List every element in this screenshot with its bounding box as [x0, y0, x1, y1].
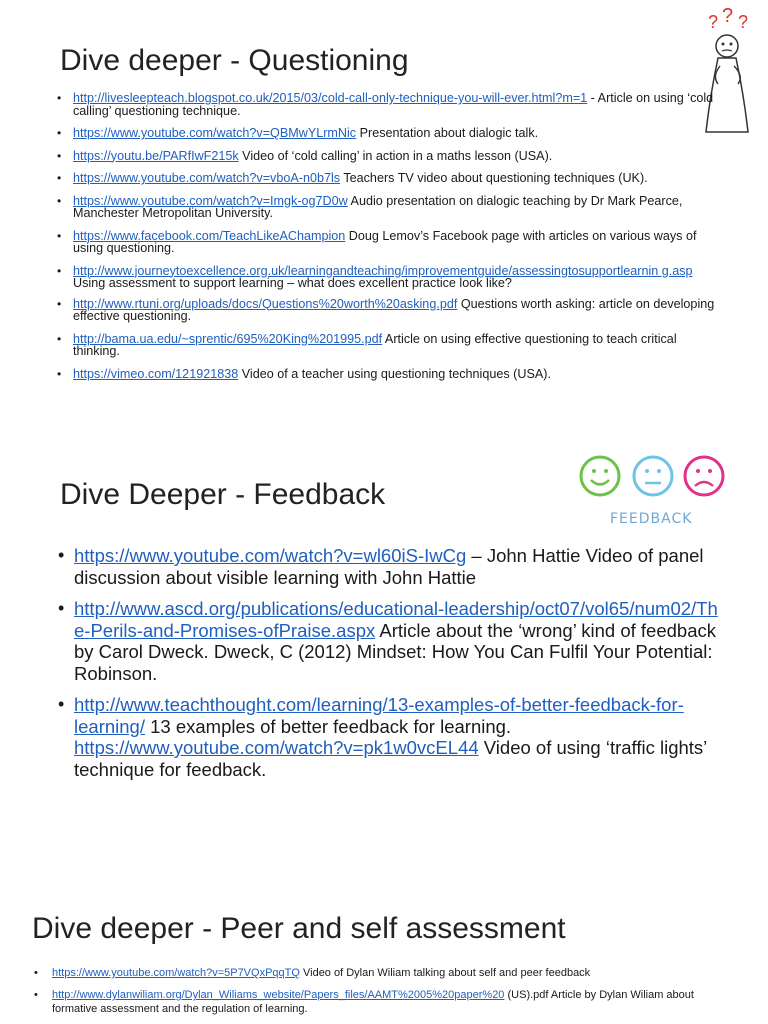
list-item [58, 545, 718, 588]
resource-description: Video of Dylan Wiliam talking about self and peer feedback [299, 967, 591, 979]
list-item [57, 298, 717, 323]
resource-description: Presentation about dialogic talk. [356, 126, 539, 140]
resource-link[interactable]: https://www.youtube.com/watch?v=pk1w0vcEL44 [74, 737, 479, 758]
list-item [57, 368, 717, 381]
list-item [34, 966, 734, 980]
question-mark-icon: ? [738, 12, 749, 32]
list-item [57, 195, 717, 220]
resource-description: Article on using effective questioning to teach critical thinking. [73, 331, 677, 358]
bullet-icon: • [57, 366, 62, 381]
resource-description: - Article on using ‘cold calling’ questioning technique. [73, 91, 714, 118]
bullet-icon: • [57, 91, 62, 105]
bullet-icon: • [57, 331, 62, 346]
resource-link[interactable]: http://bama.ua.edu/~sprentic/695%20King%201995.pdf [73, 331, 383, 346]
list-item [57, 230, 717, 255]
question-mark-icon: ? [708, 12, 719, 32]
list-item [57, 265, 717, 290]
list-item [57, 333, 717, 358]
resource-description: Video of ‘cold calling’ in action in a maths lesson (USA). [238, 148, 553, 163]
bullet-icon: • [57, 148, 62, 163]
bullet-icon: • [58, 545, 65, 565]
list-item [57, 92, 717, 117]
bullet-icon: • [57, 171, 62, 185]
resource-link[interactable]: https://www.youtube.com/watch?v=5P7VQxPqqTQ [52, 967, 300, 979]
resource-description: Questions worth asking: article on developing effective questioning. [73, 296, 715, 323]
resource-link[interactable]: http://www.rtuni.org/uploads/docs/Questions%20worth%20asking.pdf [73, 296, 458, 311]
resource-description: – John Hattie Video of panel discussion about visible learning with John Hattie [74, 545, 704, 588]
resource-description: Video of a teacher using questioning techniques (USA). [238, 366, 551, 381]
resource-description: Audio presentation on dialogic teaching by Dr Mark Pearce, Manchester Metropolitan University. [73, 193, 683, 220]
list-item [57, 127, 717, 140]
resource-link[interactable]: https://www.facebook.com/TeachLikeAChampion [73, 228, 346, 243]
resource-link[interactable]: https://www.youtube.com/watch?v=wl60iS-IwCg [74, 545, 467, 566]
feedback-list [58, 545, 718, 790]
peer-self-assessment-heading: Dive deeper - Peer and self assessment [32, 912, 566, 945]
resource-link[interactable]: http://www.ascd.org/publications/educational-leadership/oct07/vol65/num02/The-Perils-and-Promises-ofPraise.aspx [74, 598, 718, 641]
bullet-icon: • [34, 989, 38, 1001]
resource-link[interactable]: https://www.youtube.com/watch?v=Imgk-og7D0w [73, 193, 348, 208]
question-mark-icon: ? [722, 6, 734, 27]
neutral-face-icon [634, 457, 672, 495]
resource-link[interactable]: http://www.teachthought.com/learning/13-examples-of-better-feedback-for-learning/ [74, 694, 684, 737]
feedback-smileys-illustration [576, 448, 728, 532]
resource-link[interactable]: https://vimeo.com/121921838 [73, 366, 239, 381]
questioning-heading: Dive deeper - Questioning [60, 44, 409, 77]
questioning-list [57, 92, 717, 390]
feedback-heading: Dive Deeper - Feedback [60, 478, 386, 511]
resource-description: 13 examples of better feedback for learning. [144, 715, 512, 737]
bullet-icon: • [57, 126, 62, 140]
resource-link[interactable]: https://www.youtube.com/watch?v=QBMwYLrmNic [73, 126, 357, 140]
resource-description: Doug Lemov’s Facebook page with articles on various ways of using questioning. [73, 228, 697, 255]
bullet-icon: • [57, 296, 62, 311]
resource-description: (US).pdf Article by Dylan Wiliam about formative assessment and the regulation of learning. [52, 989, 694, 1015]
list-item [58, 694, 718, 780]
resource-description: Teachers TV video about questioning techniques (UK). [340, 171, 648, 185]
bullet-icon: • [58, 598, 65, 618]
resource-link[interactable]: http://www.dylanwiliam.org/Dylan_Wiliams_website/Papers_files/AAMT%2005%20paper%20 [52, 989, 505, 1001]
resource-description: Article about the ‘wrong’ kind of feedback by Carol Dweck. Dweck, C (2012) Mindset: How You Can Fulfil Your Potential: Robinson. [74, 619, 716, 684]
list-item [58, 598, 718, 684]
list-item [57, 150, 717, 163]
bullet-icon: • [57, 193, 62, 208]
feedback-logo-text: FEEDBACK [610, 511, 693, 527]
resource-link[interactable]: http://www.journeytoexcellence.org.uk/learningandteaching/improvementguide/assessingtosupportlearnin g.asp [73, 263, 693, 278]
resource-link[interactable]: https://youtu.be/PARfIwF215k [73, 148, 239, 163]
resource-link[interactable]: http://livesleepteach.blogspot.co.uk/2015/03/cold-call-only-technique-you-will-ever.html?m=1 [73, 91, 588, 105]
sad-face-icon [685, 457, 723, 495]
resource-link[interactable]: https://www.youtube.com/watch?v=vboA-n0b7ls [73, 171, 341, 185]
bullet-icon: • [34, 967, 38, 979]
resource-description: Using assessment to support learning – what does excellent practice look like? [73, 276, 512, 290]
peer-list [34, 966, 734, 1024]
bullet-icon: • [57, 228, 62, 243]
happy-face-icon [581, 457, 619, 495]
list-item [57, 172, 717, 185]
bullet-icon: • [58, 694, 65, 714]
resource-description: Video of using ‘traffic lights’ technique for feedback. [74, 737, 707, 780]
list-item [34, 988, 734, 1016]
bullet-icon: • [57, 263, 62, 278]
